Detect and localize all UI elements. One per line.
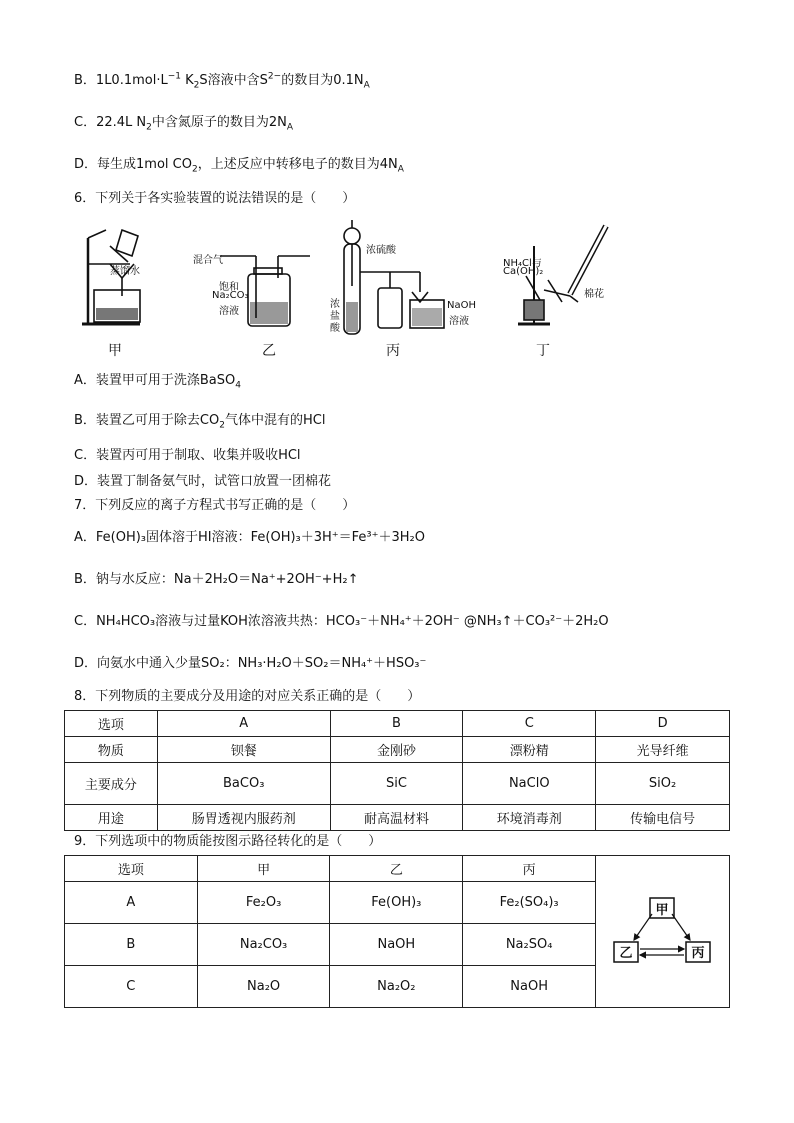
- label-mixed-gas: 混合气: [193, 255, 223, 266]
- table-row: [65, 805, 730, 831]
- arrow-jia-to-bing: [672, 914, 690, 940]
- table-cell: 环境消毒剂: [463, 805, 596, 831]
- q7-option-a: A．Fe(OH)₃固体溶于HI溶液：Fe(OH)₃＋3H⁺＝Fe³⁺＋3H₂O: [74, 530, 425, 545]
- node-yi-label: 乙: [619, 945, 633, 961]
- table-cell: Na₂SO₄: [463, 924, 596, 966]
- label-distilled-water: 蒸馏水: [110, 266, 140, 277]
- q5-option-c: C．22.4L $N_2$中含氮原子的数目为$2N_A$: [74, 115, 294, 133]
- table-cell: 漂粉精: [463, 737, 596, 763]
- q6-stem: 6．下列关于各实验装置的说法错误的是（ ）: [74, 191, 356, 206]
- table-cell: SiC: [330, 763, 463, 805]
- label-saturated: 饱和: [219, 282, 239, 293]
- table-cell: NaClO: [463, 763, 596, 805]
- q7-stem: 7．下列反应的离子方程式书写正确的是（ ）: [74, 498, 356, 513]
- label-conc-hcl-1: 浓: [330, 299, 340, 310]
- label-solution: 溶液: [219, 306, 239, 317]
- label-conc-hcl-2: 盐: [330, 311, 340, 322]
- table-cell: Na₂CO₃: [197, 924, 330, 966]
- q9-stem: 9．下列选项中的物质能按图示路径转化的是（ ）: [74, 834, 382, 849]
- label-cotton: 棉花: [584, 289, 604, 300]
- q6-option-b: B．装置乙可用于除去$CO_2$气体中混有的HCl: [74, 413, 326, 431]
- apparatus-bing-icon: [344, 220, 444, 334]
- q6-option-c: C．装置丙可用于制取、收集并吸收HCl: [74, 448, 301, 463]
- table-cell: Na₂O: [197, 966, 330, 1008]
- label-nh4cl-with: NH₄Cl与: [503, 258, 542, 269]
- table-cell: Na₂O₂: [330, 966, 463, 1008]
- q6-option-a: A．装置甲可用于洗涤BaSO$_4$: [74, 373, 241, 391]
- transformation-diagram-cell: [596, 856, 730, 1008]
- node-jia-label: 甲: [655, 902, 669, 918]
- table-cell: Fe₂O₃: [197, 882, 330, 924]
- q8-stem: 8．下列物质的主要成分及用途的对应关系正确的是（ ）: [74, 689, 421, 704]
- q5-option-d: D．每生成1mol $CO_2$，上述反应中转移电子的数目为$4N_A$: [74, 157, 404, 175]
- fig-caption-yi: 乙: [262, 343, 276, 359]
- q6-apparatus-figure: [70, 216, 630, 340]
- table-cell: 钡餐: [157, 737, 330, 763]
- table-row: [65, 737, 730, 763]
- table-header-cell: 乙: [330, 856, 463, 882]
- label-conc-h2so4: 浓硫酸: [366, 245, 396, 256]
- q9-table: [64, 855, 730, 1008]
- q8-table: [64, 710, 730, 831]
- table-cell: C: [65, 966, 198, 1008]
- table-cell: BaCO₃: [157, 763, 330, 805]
- table-cell: NaOH: [330, 924, 463, 966]
- label-na2co3: Na₂CO₃: [212, 290, 249, 301]
- table-cell: A: [65, 882, 198, 924]
- label-naoh: NaOH: [447, 300, 476, 311]
- table-header-cell: 选项: [65, 711, 158, 737]
- table-header-cell: 丙: [463, 856, 596, 882]
- table-cell: 耐高温材料: [330, 805, 463, 831]
- arrow-jia-to-yi: [634, 914, 652, 940]
- fig-caption-bing: 丙: [386, 343, 400, 359]
- label-naoh-sol: 溶液: [449, 316, 469, 327]
- table-header-cell: A: [157, 711, 330, 737]
- table-cell: B: [65, 924, 198, 966]
- label-conc-hcl-3: 酸: [330, 323, 340, 334]
- q7-option-d: D．向氨水中通入少量SO₂：NH₃·H₂O＋SO₂＝NH₄⁺＋HSO₃⁻: [74, 656, 427, 671]
- label-caoh2: Ca(OH)₂: [503, 266, 544, 277]
- table-cell: 传输电信号: [596, 805, 730, 831]
- table-cell: 用途: [65, 805, 158, 831]
- table-cell: 金刚砂: [330, 737, 463, 763]
- table-cell: 肠胃透视内服药剂: [157, 805, 330, 831]
- q5-option-b: B．$1L0.1mol\cdot L^{-1}$ $K_2S$溶液中含$S^{2-}$的数目为$0.1N_A$: [74, 71, 370, 91]
- table-header-cell: 甲: [197, 856, 330, 882]
- table-header-row: [65, 856, 730, 882]
- table-header-cell: 选项: [65, 856, 198, 882]
- table-cell: 物质: [65, 737, 158, 763]
- table-cell: Fe₂(SO₄)₃: [463, 882, 596, 924]
- node-bing-label: 丙: [691, 945, 705, 961]
- q7-option-c: C．NH₄HCO₃溶液与过量KOH浓溶液共热：HCO₃⁻＋NH₄⁺＋2OH⁻ @NH₃↑＋CO₃²⁻＋2H₂O: [74, 614, 609, 629]
- table-header-cell: B: [330, 711, 463, 737]
- table-cell: 主要成分: [65, 763, 158, 805]
- q7-option-b: B．钠与水反应：Na＋2H₂O＝Na⁺+2OH⁻+H₂↑: [74, 572, 359, 587]
- fig-caption-ding: 丁: [536, 343, 550, 359]
- table-cell: 光导纤维: [596, 737, 730, 763]
- apparatus-jia-icon: [82, 230, 140, 324]
- fig-caption-jia: 甲: [108, 343, 122, 359]
- table-cell: NaOH: [463, 966, 596, 1008]
- table-cell: SiO₂: [596, 763, 730, 805]
- table-header-cell: D: [596, 711, 730, 737]
- table-cell: Fe(OH)₃: [330, 882, 463, 924]
- table-header-cell: C: [463, 711, 596, 737]
- table-row: [65, 763, 730, 805]
- table-header-row: [65, 711, 730, 737]
- q6-option-d: D．装置丁制备氨气时，试管口放置一团棉花: [74, 474, 332, 489]
